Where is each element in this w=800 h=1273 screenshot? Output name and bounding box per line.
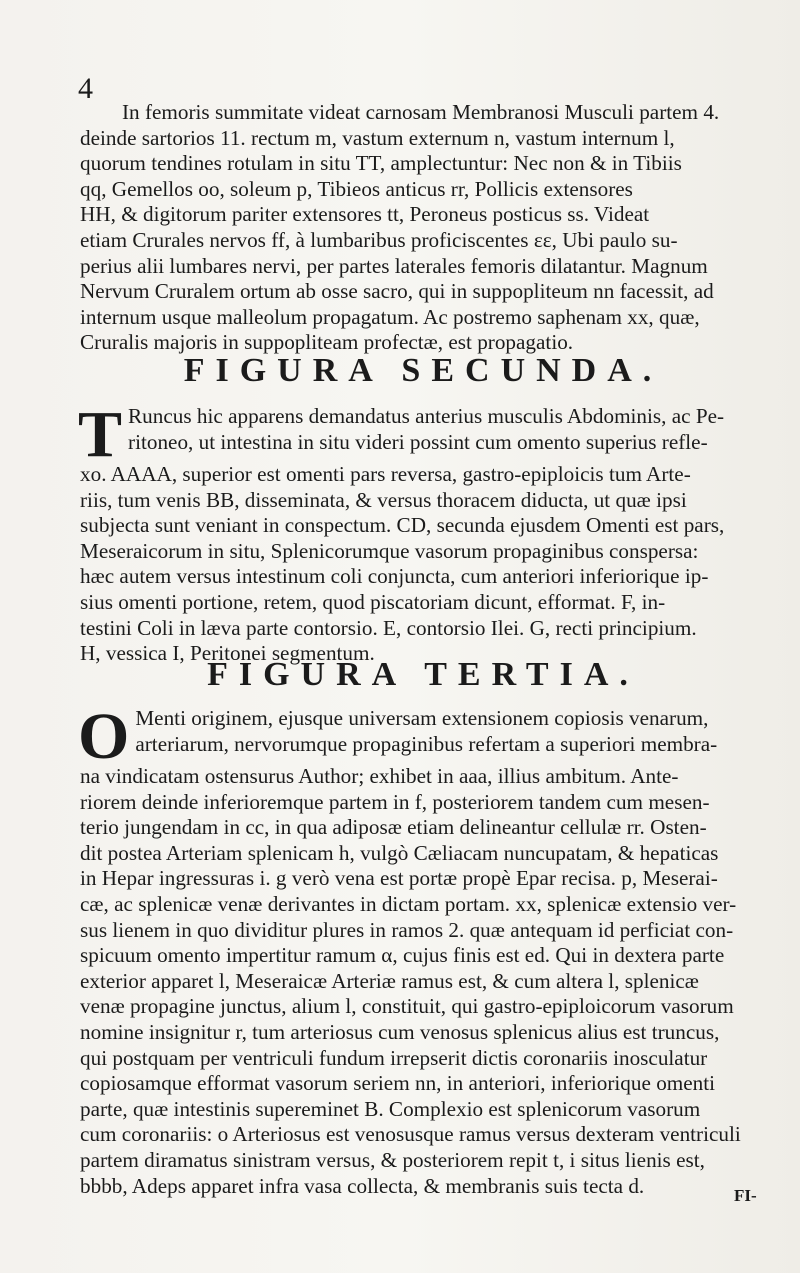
text-line: perius alii lumbares nervi, per partes laterales femoris dilatantur. Magnum bbox=[80, 253, 708, 278]
text-line: Runcus hic apparens demandatus anterius musculis Abdominis, ac Pe- bbox=[128, 404, 725, 428]
text-line: in Hepar ingressuras i. g verò vena est portæ propè Epar recisa. p, Meserai- bbox=[80, 866, 718, 891]
text-line: deinde sartorios 11. rectum m, vastum externum n, vastum internum l, bbox=[80, 125, 675, 150]
text-line: parte, quæ intestinis supereminet B. Complexio est splenicorum vasorum bbox=[80, 1096, 701, 1121]
text-line: testini Coli in læva parte contorsio. E, contorsio Ilei. G, recti principium. bbox=[80, 615, 697, 640]
text-line: spicuum omento impertitur ramum α, cujus finis est ed. Qui in dextera parte bbox=[80, 943, 725, 968]
text-line: xo. AAAA, superior est omenti pars reversa, gastro-epiploicis tum Arte- bbox=[80, 462, 691, 486]
text-line: na vindicatam ostensurus Author; exhibet in aaa, illius ambitum. Ante- bbox=[80, 764, 679, 788]
text-line: cum coronariis: o Arteriosus est venosusque ramus versus dexteram ventriculi bbox=[80, 1122, 741, 1147]
heading-figura-tertia: FIGURA TERTIA. bbox=[207, 656, 639, 693]
text-line: copiosamque efformat vasorum seriem nn, in anteriori, inferiorique omenti bbox=[80, 1071, 716, 1096]
text-line: qui postquam per ventriculi fundum irrepserit dictis coronariis inosculatur bbox=[80, 1045, 708, 1070]
text-line: riorem deinde inferioremque partem in f, posteriorem tandem cum mesen- bbox=[80, 789, 710, 814]
figura-secunda-paragraph bbox=[78, 398, 766, 667]
drop-cap: T bbox=[78, 398, 123, 471]
figura-tertia-paragraph bbox=[78, 700, 766, 1199]
text-line: riis, tum venis BB, disseminata, & versus thoracem diducta, ut quæ ipsi bbox=[80, 487, 687, 512]
text-line: Nervum Cruralem ortum ab osse sacro, qui in suppopliteum nn facessit, ad bbox=[80, 279, 714, 304]
text-line: dit postea Arteriam splenicam h, vulgò Cæliacam nuncupatam, & hepaticas bbox=[80, 840, 719, 865]
text-line: nomine insignitur r, tum arteriosus cum venosus splenicus alius est truncus, bbox=[80, 1019, 720, 1044]
text-line: sius omenti portione, retem, quod piscatoriam dicunt, efformat. F, in- bbox=[80, 589, 666, 614]
text-line: In femoris summitate videat carnosam Membranosi Musculi partem 4. bbox=[122, 100, 720, 124]
text-line: Menti originem, ejusque universam extensionem copiosis venarum, bbox=[135, 706, 709, 730]
heading-figura-secunda: FIGURA SECUNDA. bbox=[183, 352, 663, 389]
text-line: arteriarum, nervorumque propaginibus refertam a superiori membra- bbox=[135, 731, 718, 756]
intro-paragraph bbox=[80, 100, 766, 356]
text-line: ritoneo, ut intestina in situ videri possint cum omento superius refle- bbox=[128, 429, 708, 454]
text-line: qq, Gemellos oo, soleum p, Tibieos anticus rr, Pollicis extensores bbox=[80, 176, 633, 201]
page-number: 4 bbox=[78, 72, 93, 105]
text-line: etiam Crurales nervos ff, à lumbaribus proficiscentes εε, Ubi paulo su- bbox=[80, 227, 678, 252]
catchword: FI- bbox=[734, 1186, 757, 1205]
text-line: exterior apparet l, Meseraicæ Arteriæ ramus est, & cum altera l, splenicæ bbox=[80, 968, 699, 993]
drop-cap: O bbox=[78, 700, 130, 773]
text-line: terio jungendam in cc, in qua adiposæ etiam delineantur cellulæ rr. Osten- bbox=[80, 815, 707, 840]
text-line: quorum tendines rotulam in situ TT, amplectuntur: Nec non & in Tibiis bbox=[80, 151, 682, 176]
text-line: H, vessica I, Peritonei segmentum. bbox=[80, 641, 375, 666]
text-line: Cruralis majoris in suppopliteam profectæ, est propagatio. bbox=[80, 330, 574, 355]
text-line: sus lienem in quo dividitur plures in ramos 2. quæ antequam id perficiat con- bbox=[80, 917, 734, 942]
text-line: internum usque malleolum propagatum. Ac postremo saphenam xx, quæ, bbox=[80, 304, 700, 329]
text-line: subjecta sunt veniant in conspectum. CD, secunda ejusdem Omenti est pars, bbox=[80, 513, 725, 538]
text-line: hæc autem versus intestinum coli conjuncta, cum anteriori inferiorique ip- bbox=[80, 564, 709, 589]
text-line: venæ propagine junctus, alium l, constituit, qui gastro-epiploicorum vasorum bbox=[80, 994, 734, 1019]
text-line: Meseraicorum in situ, Splenicorumque vasorum propaginibus conspersa: bbox=[80, 538, 699, 563]
text-line: partem diramatus sinistram versus, & posteriorem repit t, i situs lienis est, bbox=[80, 1147, 705, 1172]
text-line: HH, & digitorum pariter extensores tt, Peroneus posticus ss. Videat bbox=[80, 202, 650, 227]
text-line: bbbb, Adeps apparet infra vasa collecta, & membranis suis tecta d. bbox=[80, 1173, 645, 1198]
text-line: cæ, ac splenicæ venæ derivantes in dictam portam. xx, splenicæ extensio ver- bbox=[80, 891, 737, 916]
